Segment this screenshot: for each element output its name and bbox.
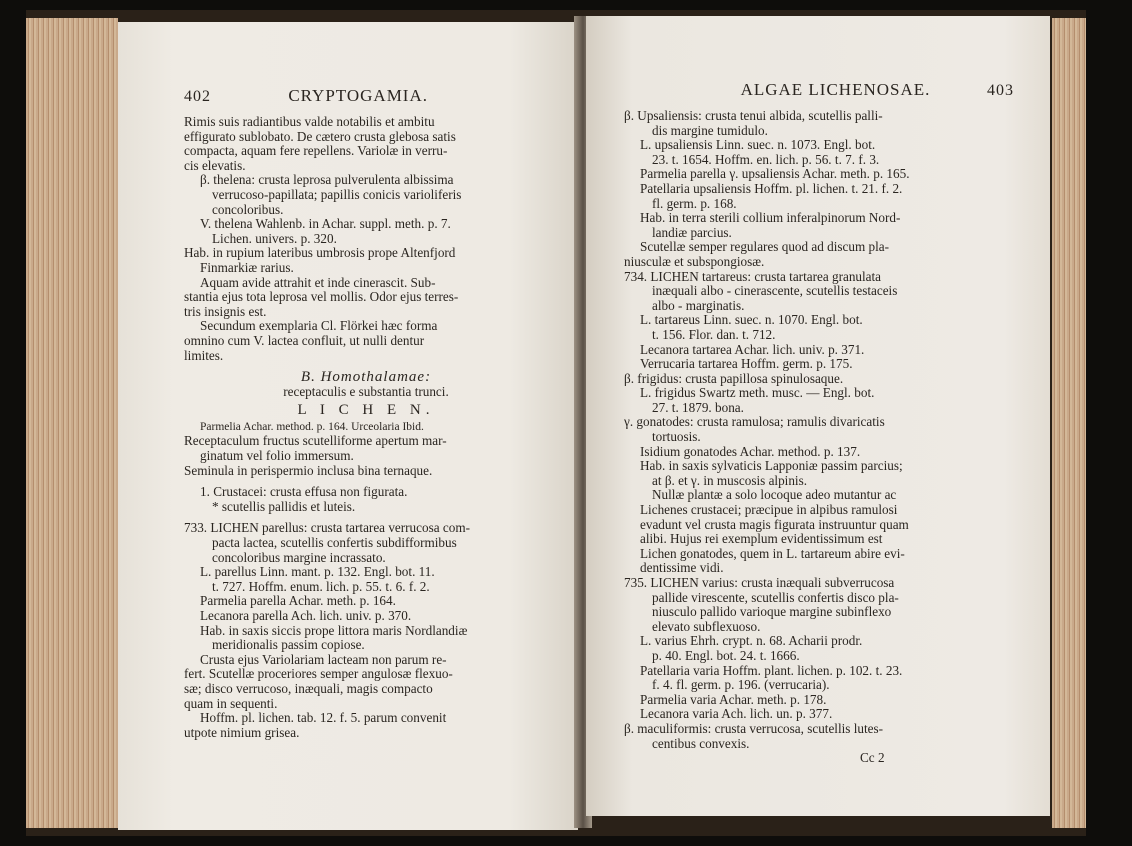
text-line: Lichen. univers. p. 320.	[212, 230, 337, 246]
right-header	[624, 80, 1014, 100]
text-line: landiæ parcius.	[652, 224, 732, 240]
text-line: niusculæ et subspongiosæ.	[624, 253, 765, 269]
text-line: Parmelia parella γ. upsaliensis Achar. meth. p. 165.	[640, 166, 910, 182]
text-line: 23. t. 1654. Hoffm. en. lich. p. 56. t. 7. f. 3.	[652, 151, 880, 167]
text-line: Patellaria varia Hoffm. plant. lichen. p. 102. t. 23.	[640, 662, 903, 678]
text-line: L. frigidus Swartz meth. musc. — Engl. bot.	[640, 385, 875, 401]
text-line: Hab. in saxis sylvaticis Lapponiæ passim parcius;	[640, 458, 903, 474]
text-line: t. 727. Hoffm. enum. lich. p. 55. t. 6. f. 2.	[212, 578, 430, 594]
text-line: concoloribus margine incrassato.	[212, 549, 386, 565]
text-line: at β. et γ. in muscosis alpinis.	[652, 472, 808, 488]
text-line: Receptaculum fructus scutelliforme apertum mar-	[184, 433, 447, 449]
page-number: 403	[986, 82, 1014, 99]
right-page-edges	[1052, 18, 1086, 828]
text-line: β. frigidus: crusta papillosa spinulosaque.	[624, 370, 844, 386]
text-line: effigurato sublobato. De cætero crusta glebosa satis	[184, 128, 456, 144]
text-line: Parmelia parella Achar. meth. p. 164.	[200, 593, 396, 609]
text-line: pallide virescente, scutellis confertis disco pla-	[652, 589, 899, 605]
text-line: 735. LICHEN varius: crusta inæquali subverrucosa	[624, 575, 895, 590]
text-line: pacta lactea, scutellis confertis subdifformibus	[212, 535, 457, 551]
page-number: 402	[184, 88, 211, 105]
text-line: centibus convexis.	[652, 735, 750, 751]
text-line: sæ; disco verrucoso, inæquali, magis compacto	[184, 680, 433, 696]
left-header	[184, 86, 548, 106]
text-line: dentissime vidi.	[640, 560, 724, 576]
text-line: L. varius Ehrh. crypt. n. 68. Acharii prodr.	[640, 633, 863, 649]
text-line: Parmelia Achar. method. p. 164. Urceolaria Ibid.	[200, 420, 424, 433]
running-head: CRYPTOGAMIA.	[288, 86, 428, 105]
text-line: utpote nimium grisea.	[184, 724, 300, 740]
text-line: ginatum vel folio immersum.	[200, 448, 354, 464]
text-line: p. 40. Engl. bot. 24. t. 1666.	[652, 647, 800, 663]
signature-mark: Cc 2	[860, 750, 885, 766]
text-line: Rimis suis radiantibus valde notabilis et ambitu	[184, 114, 435, 129]
text-line: L. parellus Linn. mant. p. 132. Engl. bot. 11.	[200, 564, 435, 580]
left-page-text	[184, 115, 548, 740]
text-line: t. 156. Flor. dan. t. 712.	[652, 326, 776, 342]
text-line: elevato subflexuoso.	[652, 618, 761, 634]
text-line: quam in sequenti.	[184, 695, 278, 711]
open-book	[26, 10, 1086, 836]
left-page-edges	[26, 18, 118, 828]
text-line: Verrucaria tartarea Hoffm. germ. p. 175.	[640, 356, 853, 372]
text-line: limites.	[184, 347, 224, 363]
text-line: tortuosis.	[652, 429, 701, 445]
text-line: 1. Crustacei: crusta effusa non figurata.	[200, 484, 408, 500]
right-page	[586, 16, 1050, 816]
text-line: L. tartareus Linn. suec. n. 1070. Engl. bot.	[640, 312, 863, 328]
text-line: Crusta ejus Variolariam lacteam non parum re-	[200, 651, 447, 667]
text-line: Secundum exemplaria Cl. Flörkei hæc forma	[200, 318, 438, 334]
right-page-text	[624, 109, 1014, 751]
text-line: Nullæ plantæ a solo locoque adeo mutantur ac	[652, 487, 897, 503]
text-line: Lecanora varia Ach. lich. un. p. 377.	[640, 706, 833, 722]
text-line: Parmelia varia Achar. meth. p. 178.	[640, 691, 827, 707]
text-line: cis elevatis.	[184, 157, 246, 173]
text-line: Lichenes crustacei; præcipue in alpibus ramulosi	[640, 502, 898, 518]
text-line: f. 4. fl. germ. p. 196. (verrucaria).	[652, 677, 830, 693]
text-line: stantia ejus tota leprosa vel mollis. Odor ejus terres-	[184, 289, 459, 305]
text-line: 734. LICHEN tartareus: crusta tartarea granulata	[624, 268, 882, 284]
text-line: * scutellis pallidis et luteis.	[212, 498, 356, 514]
text-line: L I C H E N.	[297, 402, 435, 419]
text-line: 27. t. 1879. bona.	[652, 399, 744, 415]
text-line: evadunt vel crusta magis figurata instruuntur quam	[640, 516, 909, 532]
text-line: Hab. in rupium lateribus umbrosis prope Altenfjord	[184, 245, 456, 261]
text-line: Hoffm. pl. lichen. tab. 12. f. 5. parum convenit	[200, 710, 447, 726]
text-line: tris insignis est.	[184, 303, 267, 319]
text-line: Scutellæ semper regulares quod ad discum pla-	[640, 239, 890, 255]
text-line: Hab. in saxis siccis prope littora maris Nordlandiæ	[200, 622, 468, 638]
text-line: Aquam avide attrahit et inde cinerascit. Sub-	[200, 274, 436, 290]
text-line: B. Homothalamae:	[300, 369, 432, 386]
text-line: fl. germ. p. 168.	[652, 195, 737, 211]
text-line: meridionalis passim copiose.	[212, 637, 365, 653]
text-line: Lichen gonatodes, quem in L. tartareum abire evi-	[640, 545, 905, 561]
text-line: Lecanora parella Ach. lich. univ. p. 370.	[200, 608, 412, 623]
text-line: L. upsaliensis Linn. suec. n. 1073. Engl. bot.	[640, 137, 876, 153]
text-line: albo - marginatis.	[652, 297, 745, 313]
text-line: Finmarkiæ rarius.	[200, 259, 294, 275]
text-line: fert. Scutellæ proceriores semper angulosæ flexuo-	[184, 666, 453, 682]
text-line: inæquali albo - cinerascente, scutellis testaceis	[652, 283, 898, 299]
text-line: Seminula in perispermio inclusa bina ternaque.	[184, 462, 433, 478]
text-line: β. thelena: crusta leprosa pulverulenta albissima	[200, 172, 454, 188]
text-line: compacta, aquam fere repellens. Variolæ in verru-	[184, 143, 448, 159]
left-page	[118, 22, 578, 830]
running-head: ALGAE LICHENOSAE.	[740, 80, 931, 99]
text-line: Lecanora tartarea Achar. lich. univ. p. 371.	[640, 341, 865, 357]
text-line: β. Upsaliensis: crusta tenui albida, scutellis palli-	[624, 108, 883, 123]
text-line: γ. gonatodes: crusta ramulosa; ramulis divaricatis	[624, 414, 885, 430]
text-line: Hab. in terra sterili collium inferalpinorum Nord-	[640, 210, 901, 226]
text-line: Isidium gonatodes Achar. method. p. 137.	[640, 443, 861, 459]
text-line: Patellaria upsaliensis Hoffm. pl. lichen. t. 21. f. 2.	[640, 180, 903, 196]
text-line: omnino cum V. lactea confluit, ut nulli dentur	[184, 332, 425, 348]
text-line: niusculo pallido varioque margine subinflexo	[652, 604, 892, 620]
text-line: 733. LICHEN parellus: crusta tartarea verrucosa com-	[184, 520, 470, 536]
text-line: alibi. Hujus rei exemplum evidentissimum est	[640, 531, 883, 547]
text-line: V. thelena Wahlenb. in Achar. suppl. meth. p. 7.	[200, 216, 451, 232]
text-line: dis margine tumidulo.	[652, 122, 768, 138]
text-line: verrucoso-papillata; papillis conicis varioliferis	[212, 186, 462, 202]
text-line: receptaculis e substantia trunci.	[283, 383, 449, 399]
text-line: β. maculiformis: crusta verrucosa, scutellis lutes-	[624, 720, 884, 736]
text-line: concoloribus.	[212, 201, 284, 217]
